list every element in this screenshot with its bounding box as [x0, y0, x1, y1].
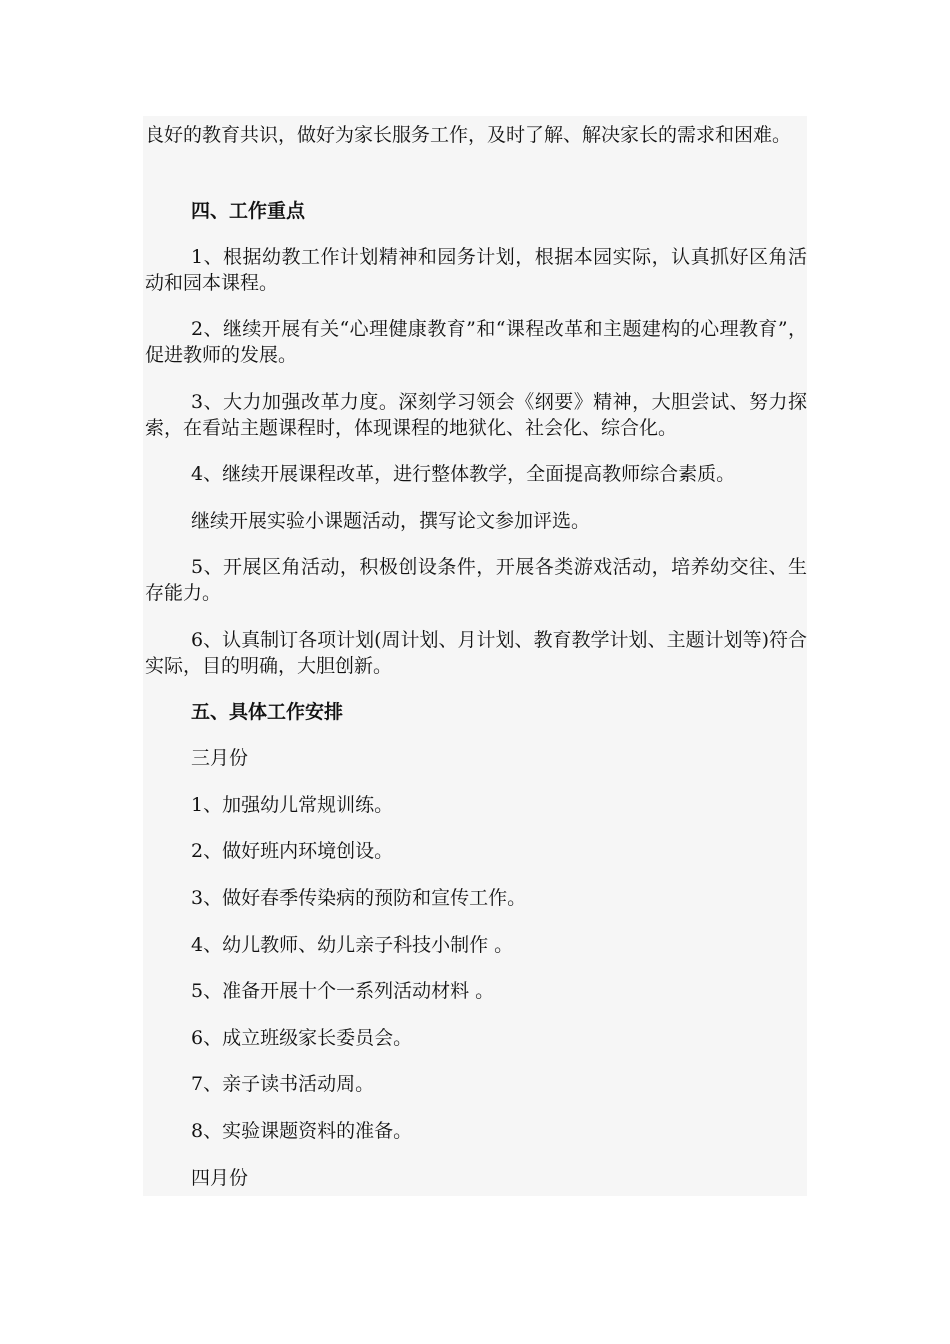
- list-item: 4、幼儿教师、幼儿亲子科技小制作 。: [191, 934, 514, 956]
- paragraph-focus-6: 6、认真制订各项计划(周计划、月计划、教育教学计划、主题计划等)符合实际，目的明确，大胆创新。: [145, 629, 807, 677]
- list-item: 6、成立班级家长委员会。: [191, 1027, 413, 1049]
- list-item: 3、做好春季传染病的预防和宣传工作。: [191, 887, 527, 909]
- section-heading-arrangement: 五、具体工作安排: [191, 701, 344, 723]
- paragraph-focus-3: 3、大力加强改革力度。深刻学习领会《纲要》精神，大胆尝试、努力探索，在看站主题课程时，体现课程的地狱化、社会化、综合化。: [145, 391, 807, 439]
- paragraph-focus-4: 4、继续开展课程改革，进行整体教学，全面提高教师综合素质。: [191, 463, 736, 485]
- list-item: 7、亲子读书活动周。: [191, 1073, 375, 1095]
- section-heading-work-focus: 四、工作重点: [191, 200, 306, 222]
- list-item: 8、实验课题资料的准备。: [191, 1120, 413, 1142]
- paragraph-focus-2: 2、继续开展有关“心理健康教育”和“课程改革和主题建构的心理教育”，促进教师的发展。: [145, 318, 807, 366]
- list-item: 2、做好班内环境创设。: [191, 840, 394, 862]
- list-item: 5、准备开展十个一系列活动材料 。: [191, 980, 495, 1002]
- month-march: 三月份: [191, 747, 249, 769]
- month-april: 四月份: [191, 1167, 249, 1189]
- list-item: 1、加强幼儿常规训练。: [191, 794, 394, 816]
- paragraph-focus-5: 5、开展区角活动，积极创设条件，开展各类游戏活动，培养幼交往、生存能力。: [145, 556, 807, 604]
- paragraph-focus-4b: 继续开展实验小课题活动，撰写论文参加评选。: [191, 510, 591, 532]
- paragraph-focus-1: 1、根据幼教工作计划精神和园务计划，根据本园实际，认真抓好区角活动和园本课程。: [145, 246, 807, 294]
- document-text-block: [143, 116, 807, 1196]
- paragraph-continuation: 良好的教育共识，做好为家长服务工作，及时了解、解决家长的需求和困难。: [145, 124, 792, 146]
